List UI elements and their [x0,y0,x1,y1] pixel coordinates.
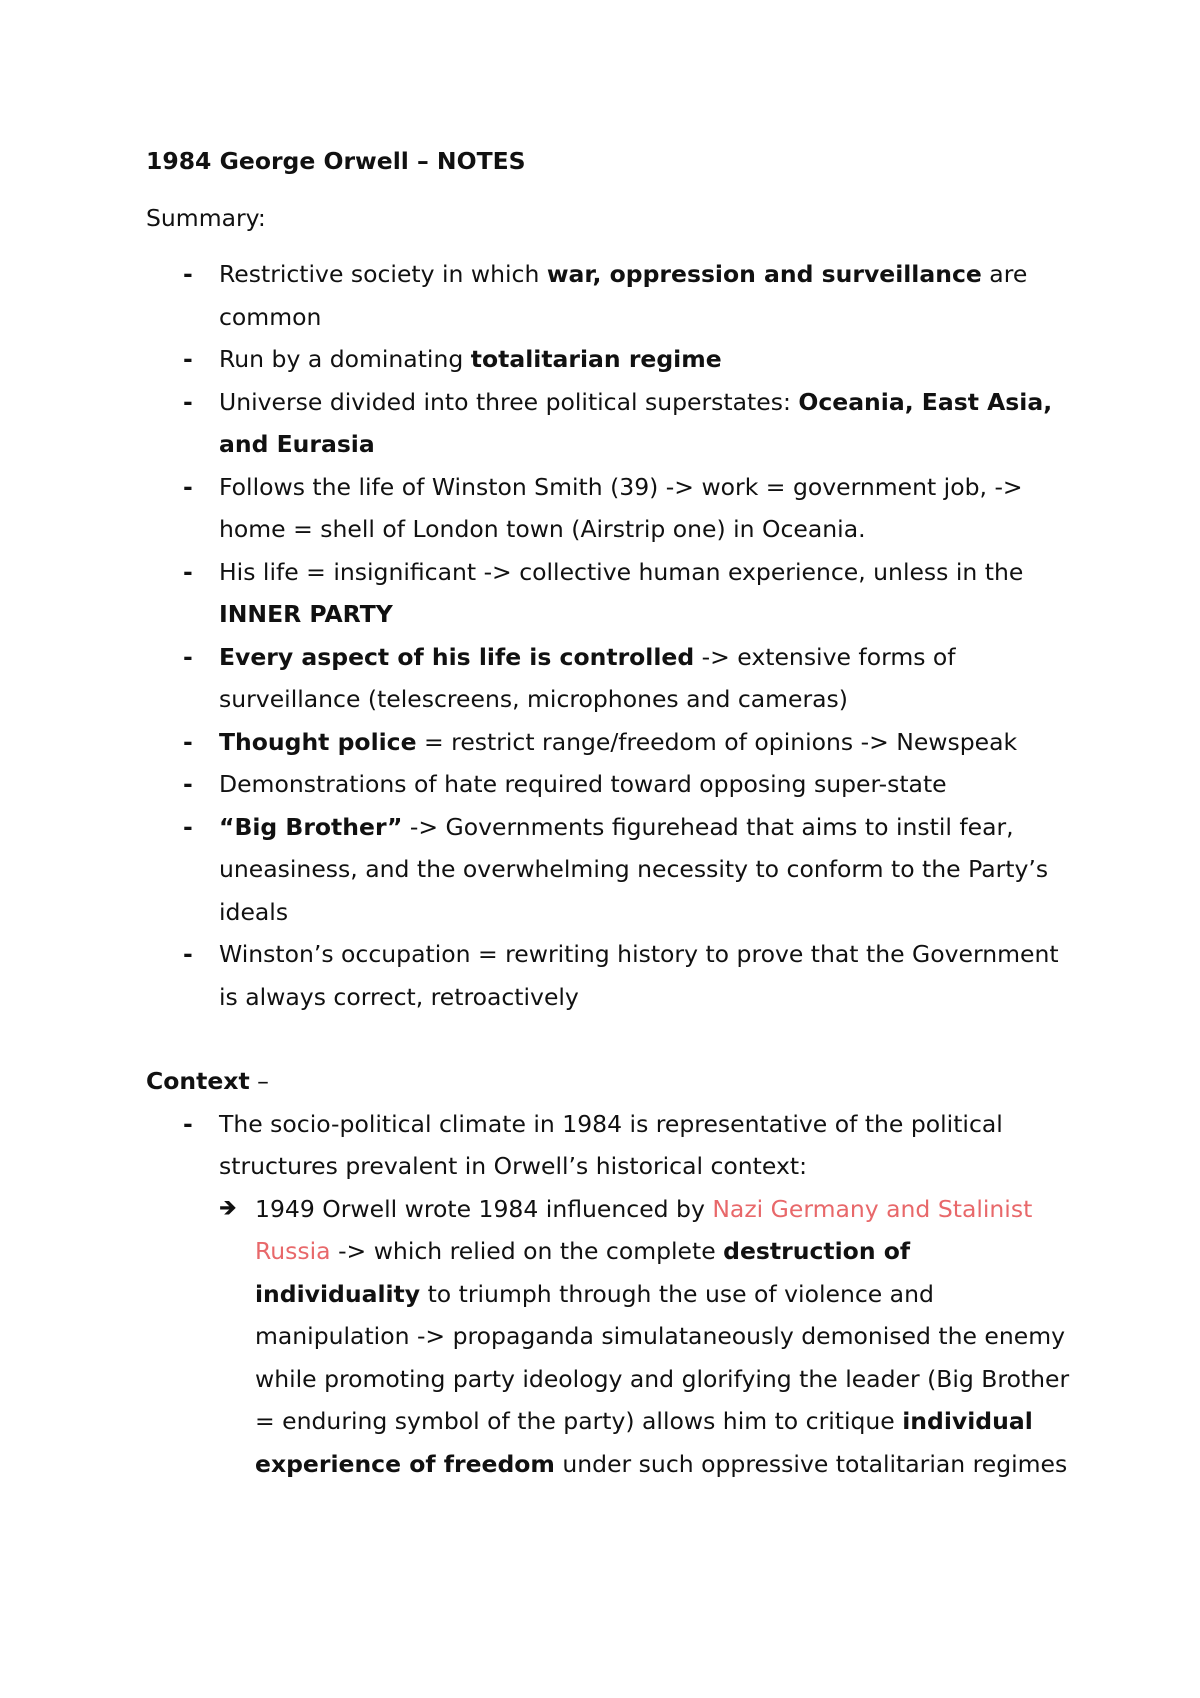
document-title: 1984 George Orwell – NOTES [146,147,526,175]
sub-text: under such oppressive totalitarian regimes [554,1449,1068,1478]
summary-label: Summary: [146,203,266,232]
bullet-dash: - [183,345,193,373]
context-sub-item [146,1188,1076,1486]
context-heading-bold: Context [146,1067,250,1095]
bullet-text: His life = insignificant -> collective human experience, unless in the [219,557,1024,586]
context-arrow-block [219,1188,1076,1486]
highlighted-text: Nazi Germany and Stalinist Russia [255,1194,1033,1265]
bullet-text: Restrictive society in which [219,260,547,288]
sub-bold-text: individual experience of freedom [255,1407,1033,1478]
sub-text: 1949 Orwell wrote 1984 influenced by [255,1194,713,1223]
bullet-dash: - [183,770,193,798]
bullet-dash: - [183,812,193,841]
document-content [146,140,1076,1485]
bullet-dash: - [183,260,193,288]
sub-text: to triumph through the use of violence and manipulation -> propaganda simulataneously demonised the enemy while promoting party ideology and glorifying the leader (Big Brother = enduring symbol of the party) allows him to critique [255,1279,1070,1435]
bullet-dash: - [183,940,193,968]
bullet-bold-text: Thought police [219,727,417,756]
bullet-bold-text: “Big Brother” [219,812,403,841]
bullet-dash: - [183,642,193,671]
summary-bullet-10 [146,933,1076,1018]
bullet-bold-text: Every aspect of his life is controlled [219,642,695,671]
sub-text: -> which relied on the complete [330,1237,724,1265]
summary-bullet-5 [146,551,1076,636]
summary-list [146,253,1076,1018]
bullet-text: -> extensive forms of surveillance (telescreens, microphones and cameras) [219,642,956,713]
summary-bullet-3 [146,381,1076,466]
bullet-text: Universe divided into three political superstates: [219,387,799,416]
summary-bullet-6 [146,636,1076,721]
bullet-text: Follows the life of Winston Smith (39) -> work = government job, -> home = shell of London town (Airstrip one) in Oceania. [219,472,1023,543]
bullet-bold-text: totalitarian regime [470,345,722,373]
bullet-bold-text: INNER PARTY [219,600,393,628]
context-heading [146,1060,1076,1103]
summary-bullet-9 [146,806,1076,934]
right-arrow-icon: 🡺 [219,1195,237,1221]
bullet-dash: - [183,557,193,586]
summary-bullet-7 [146,721,1076,764]
summary-bullet-1 [146,253,1076,338]
bullet-text: Winston’s occupation = rewriting history to prove that the Government is always correct, retroactively [219,940,1059,1011]
bullet-dash: - [183,727,193,756]
context-list [146,1103,1076,1486]
bullet-bold-text: Oceania, East Asia, and Eurasia [219,387,1053,458]
bullet-text: = restrict range/freedom of opinions -> Newspeak [416,727,1018,756]
bullet-text: -> Governments figurehead that aims to instil fear, uneasiness, and the overwhelming necessity to conform to the Party’s ideals [219,812,1049,926]
sub-bold-text: destruction of individuality [255,1237,911,1308]
bullet-text: Run by a dominating [219,345,471,373]
summary-bullet-4 [146,466,1076,551]
bullet-dash: - [183,472,193,501]
bullet-text: The socio-political climate in 1984 is representative of the political structures prevalent in Orwell’s historical context: [219,1109,1003,1180]
context-bullet-1 [146,1103,1076,1188]
bullet-text: are common [219,260,1028,331]
bullet-bold-text: war, oppression and surveillance [546,260,982,288]
bullet-dash: - [183,387,193,416]
context-heading-suffix: – [249,1067,269,1095]
summary-bullet-2 [146,338,1076,381]
summary-bullet-8 [146,763,1076,806]
bullet-text: Demonstrations of hate required toward opposing super-state [219,770,947,798]
bullet-dash: - [183,1109,193,1138]
